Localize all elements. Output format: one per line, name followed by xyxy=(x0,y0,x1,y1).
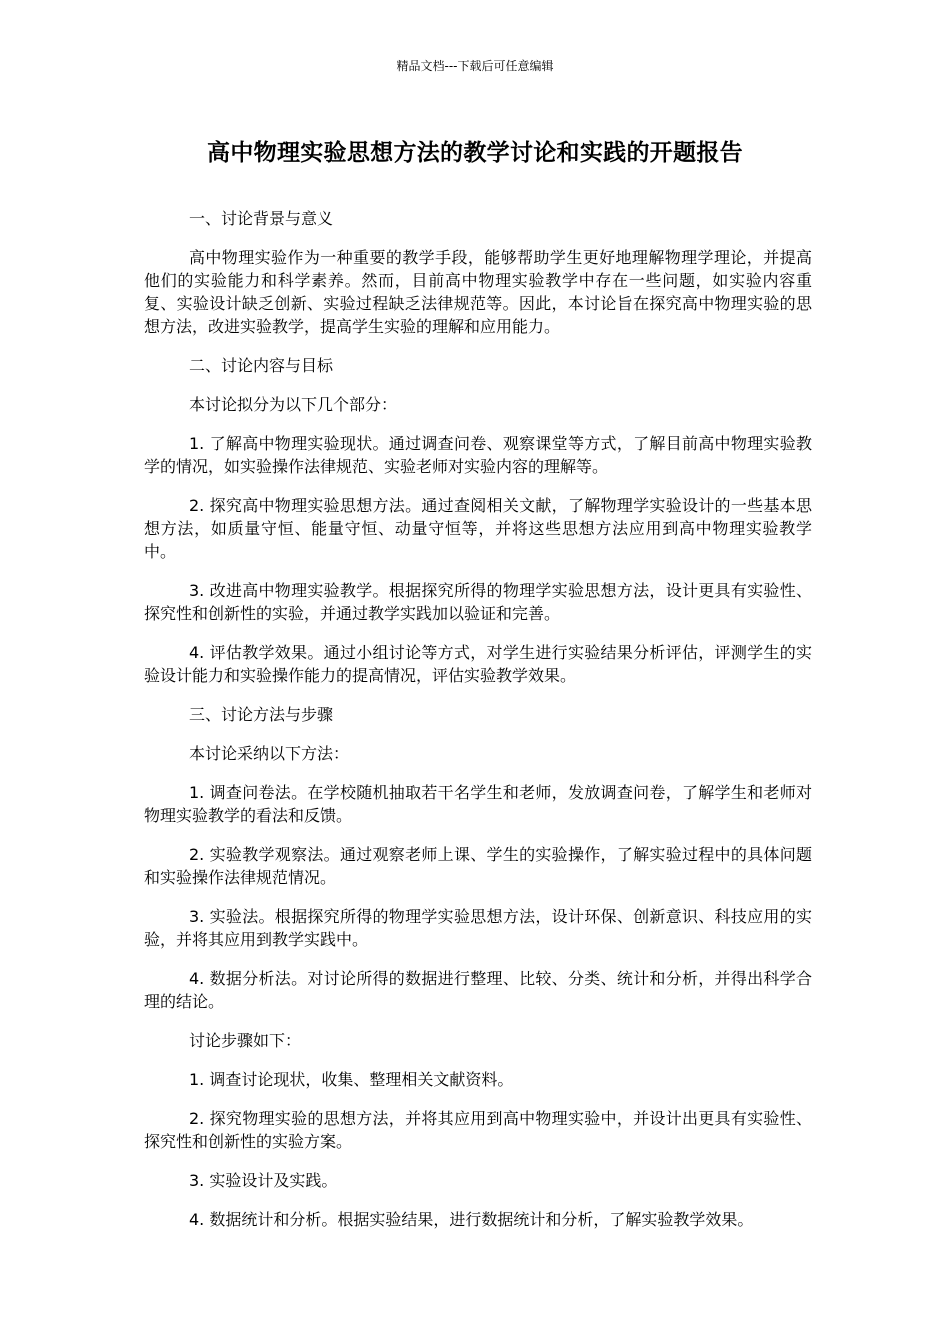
section-heading-methods: 三、讨论方法与步骤 xyxy=(189,705,334,724)
list-item-content-3: 3. 改进高中物理实验教学。根据探究所得的物理学实验思想方法，设计更具有实验性、探究性和创新性的实验，并通过教学实践加以验证和完善。 xyxy=(144,581,812,623)
list-item-step-1: 1. 调查讨论现状，收集、整理相关文献资料。 xyxy=(189,1070,514,1089)
paragraph-content-intro: 本讨论拟分为以下几个部分： xyxy=(189,395,398,414)
list-item-step-2: 2. 探究物理实验的思想方法，并将其应用到高中物理实验中，并设计出更具有实验性、探究性和创新性的实验方案。 xyxy=(144,1109,812,1151)
paragraph-steps-intro: 讨论步骤如下： xyxy=(189,1031,302,1050)
section-heading-background: 一、讨论背景与意义 xyxy=(189,209,334,228)
list-item-content-4: 4. 评估教学效果。通过小组讨论等方式，对学生进行实验结果分析评估，评测学生的实验设计能力和实验操作能力的提高情况，评估实验教学效果。 xyxy=(144,643,812,685)
paragraph-background: 高中物理实验作为一种重要的教学手段，能够帮助学生更好地理解物理学理论，并提高他们的实验能力和科学素养。然而，目前高中物理实验教学中存在一些问题，如实验内容重复、实验设计缺乏创新、实验过程缺乏法律规范等。因此，本讨论旨在探究高中物理实验的思想方法，改进实验教学，提高学生实验的理解和应用能力。 xyxy=(144,248,812,336)
document-title: 高中物理实验思想方法的教学讨论和实践的开题报告 xyxy=(207,140,743,166)
paragraph-methods-intro: 本讨论采纳以下方法： xyxy=(189,744,350,763)
list-item-method-2: 2. 实验教学观察法。通过观察老师上课、学生的实验操作，了解实验过程中的具体问题和实验操作法律规范情况。 xyxy=(144,845,812,887)
section-heading-content: 二、讨论内容与目标 xyxy=(189,356,334,375)
list-item-content-1: 1. 了解高中物理实验现状。通过调查问卷、观察课堂等方式，了解目前高中物理实验教学的情况，如实验操作法律规范、实验老师对实验内容的理解等。 xyxy=(144,434,812,476)
list-item-step-3: 3. 实验设计及实践。 xyxy=(189,1171,338,1190)
list-item-method-3: 3. 实验法。根据探究所得的物理学实验思想方法，设计环保、创新意识、科技应用的实验，并将其应用到教学实践中。 xyxy=(144,907,812,949)
page-header: 精品文档---下载后可任意编辑 xyxy=(396,59,554,73)
list-item-method-4: 4. 数据分析法。对讨论所得的数据进行整理、比较、分类、统计和分析，并得出科学合理的结论。 xyxy=(144,969,812,1011)
list-item-method-1: 1. 调查问卷法。在学校随机抽取若干名学生和老师，发放调查问卷，了解学生和老师对物理实验教学的看法和反馈。 xyxy=(144,783,812,825)
list-item-step-4: 4. 数据统计和分析。根据实验结果，进行数据统计和分析，了解实验教学效果。 xyxy=(189,1210,754,1229)
document-body xyxy=(144,207,812,1247)
list-item-content-2: 2. 探究高中物理实验思想方法。通过查阅相关文献，了解物理学实验设计的一些基本思想方法，如质量守恒、能量守恒、动量守恒等，并将这些思想方法应用到高中物理实验教学中。 xyxy=(144,496,812,561)
